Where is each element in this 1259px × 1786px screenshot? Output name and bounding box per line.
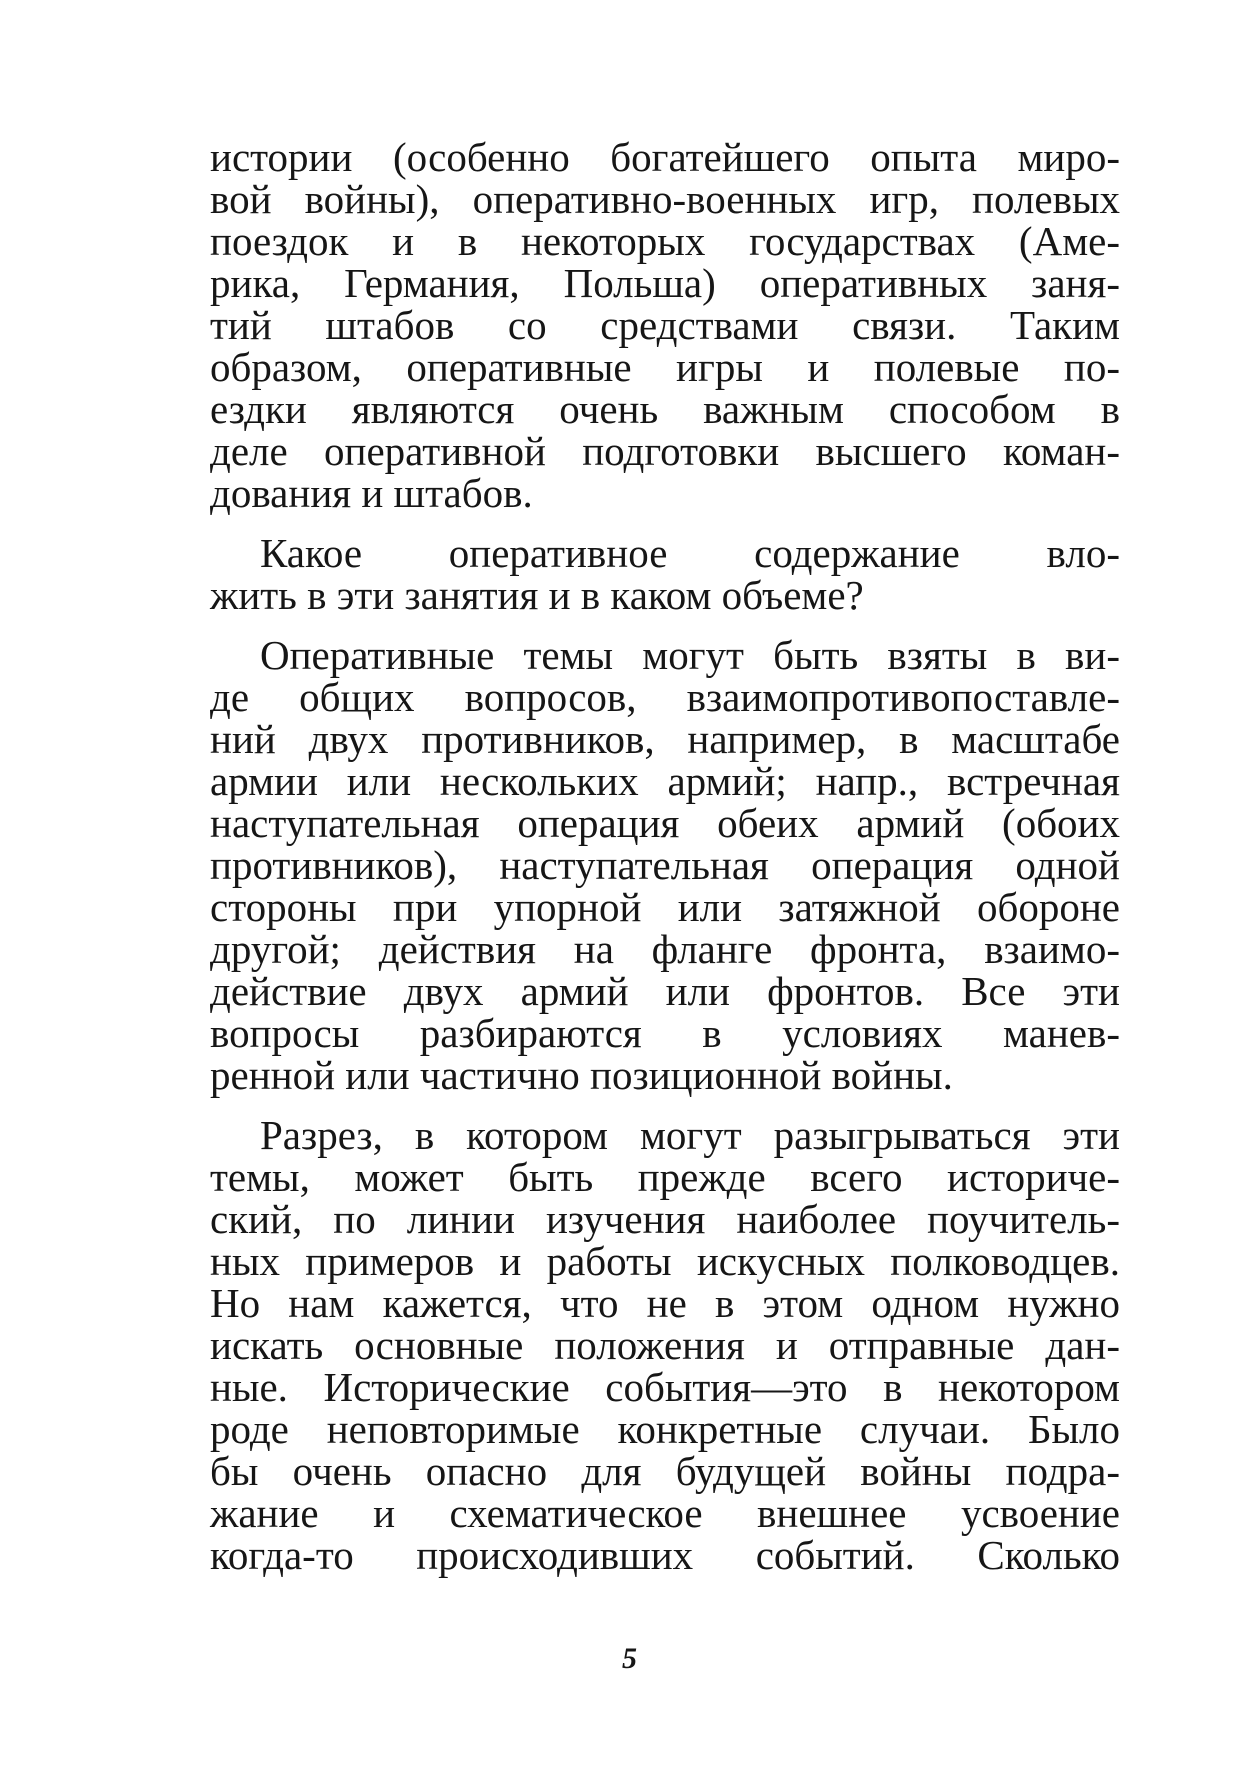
text-body <box>210 136 1120 1696</box>
text-line: ездки являются очень важным способом в <box>210 386 1120 432</box>
text-line: де общих вопросов, взаимопротивопоставле- <box>210 674 1120 720</box>
text-line: армии или нескольких армий; напр., встречная <box>210 758 1120 804</box>
text-line: дования и штабов. <box>210 470 533 516</box>
text-line: истории (особенно богатейшего опыта миро- <box>210 134 1120 180</box>
text-line: поездок и в некоторых государствах (Аме- <box>210 218 1120 264</box>
text-line: наступательная операция обеих армий (обоих <box>210 800 1120 846</box>
text-line: ский, по линии изучения наиболее поучитель- <box>210 1196 1120 1242</box>
text-line: противников), наступательная операция одной <box>210 842 1120 888</box>
text-line: бы очень опасно для будущей войны подра- <box>210 1448 1120 1494</box>
text-line: когда-то происходивших событий. Сколько <box>210 1532 1120 1578</box>
text-line: другой; действия на фланге фронта, взаимо- <box>210 926 1120 972</box>
text-line: тий штабов со средствами связи. Таким <box>210 302 1120 348</box>
text-line: ний двух противников, например, в масштабе <box>210 716 1120 762</box>
text-line: Разрез, в котором могут разыгрываться эти <box>260 1112 1120 1158</box>
text-line: вопросы разбираются в условиях манев- <box>210 1010 1120 1056</box>
text-line: ренной или частично позиционной войны. <box>210 1052 953 1098</box>
paragraph-2 <box>210 532 1120 616</box>
text-line: вой войны), оперативно-военных игр, полевых <box>210 176 1120 222</box>
text-line: Оперативные темы могут быть взяты в ви- <box>260 632 1120 678</box>
text-line: рика, Германия, Польша) оперативных заня- <box>210 260 1120 306</box>
paragraph-3 <box>210 634 1120 1096</box>
text-line: жить в эти занятия и в каком объеме? <box>210 572 864 618</box>
text-line: роде неповторимые конкретные случаи. Было <box>210 1406 1120 1452</box>
paragraph-1 <box>210 136 1120 514</box>
page-number: 5 <box>622 1642 637 1675</box>
paragraph-4 <box>210 1114 1120 1576</box>
text-line: темы, может быть прежде всего историче- <box>210 1154 1120 1200</box>
text-line: Но нам кажется, что не в этом одном нужно <box>210 1280 1120 1326</box>
text-line: деле оперативной подготовки высшего коман- <box>210 428 1120 474</box>
text-line: образом, оперативные игры и полевые по- <box>210 344 1120 390</box>
text-line: действие двух армий или фронтов. Все эти <box>210 968 1120 1014</box>
text-line: ные. Исторические события—это в некотором <box>210 1364 1120 1410</box>
text-line: Какое оперативное содержание вло- <box>260 530 1120 576</box>
text-line: ных примеров и работы искусных полководцев. <box>210 1238 1120 1284</box>
text-line: жание и схематическое внешнее усвоение <box>210 1490 1120 1536</box>
text-line: искать основные положения и отправные дан- <box>210 1322 1120 1368</box>
text-line: стороны при упорной или затяжной обороне <box>210 884 1120 930</box>
